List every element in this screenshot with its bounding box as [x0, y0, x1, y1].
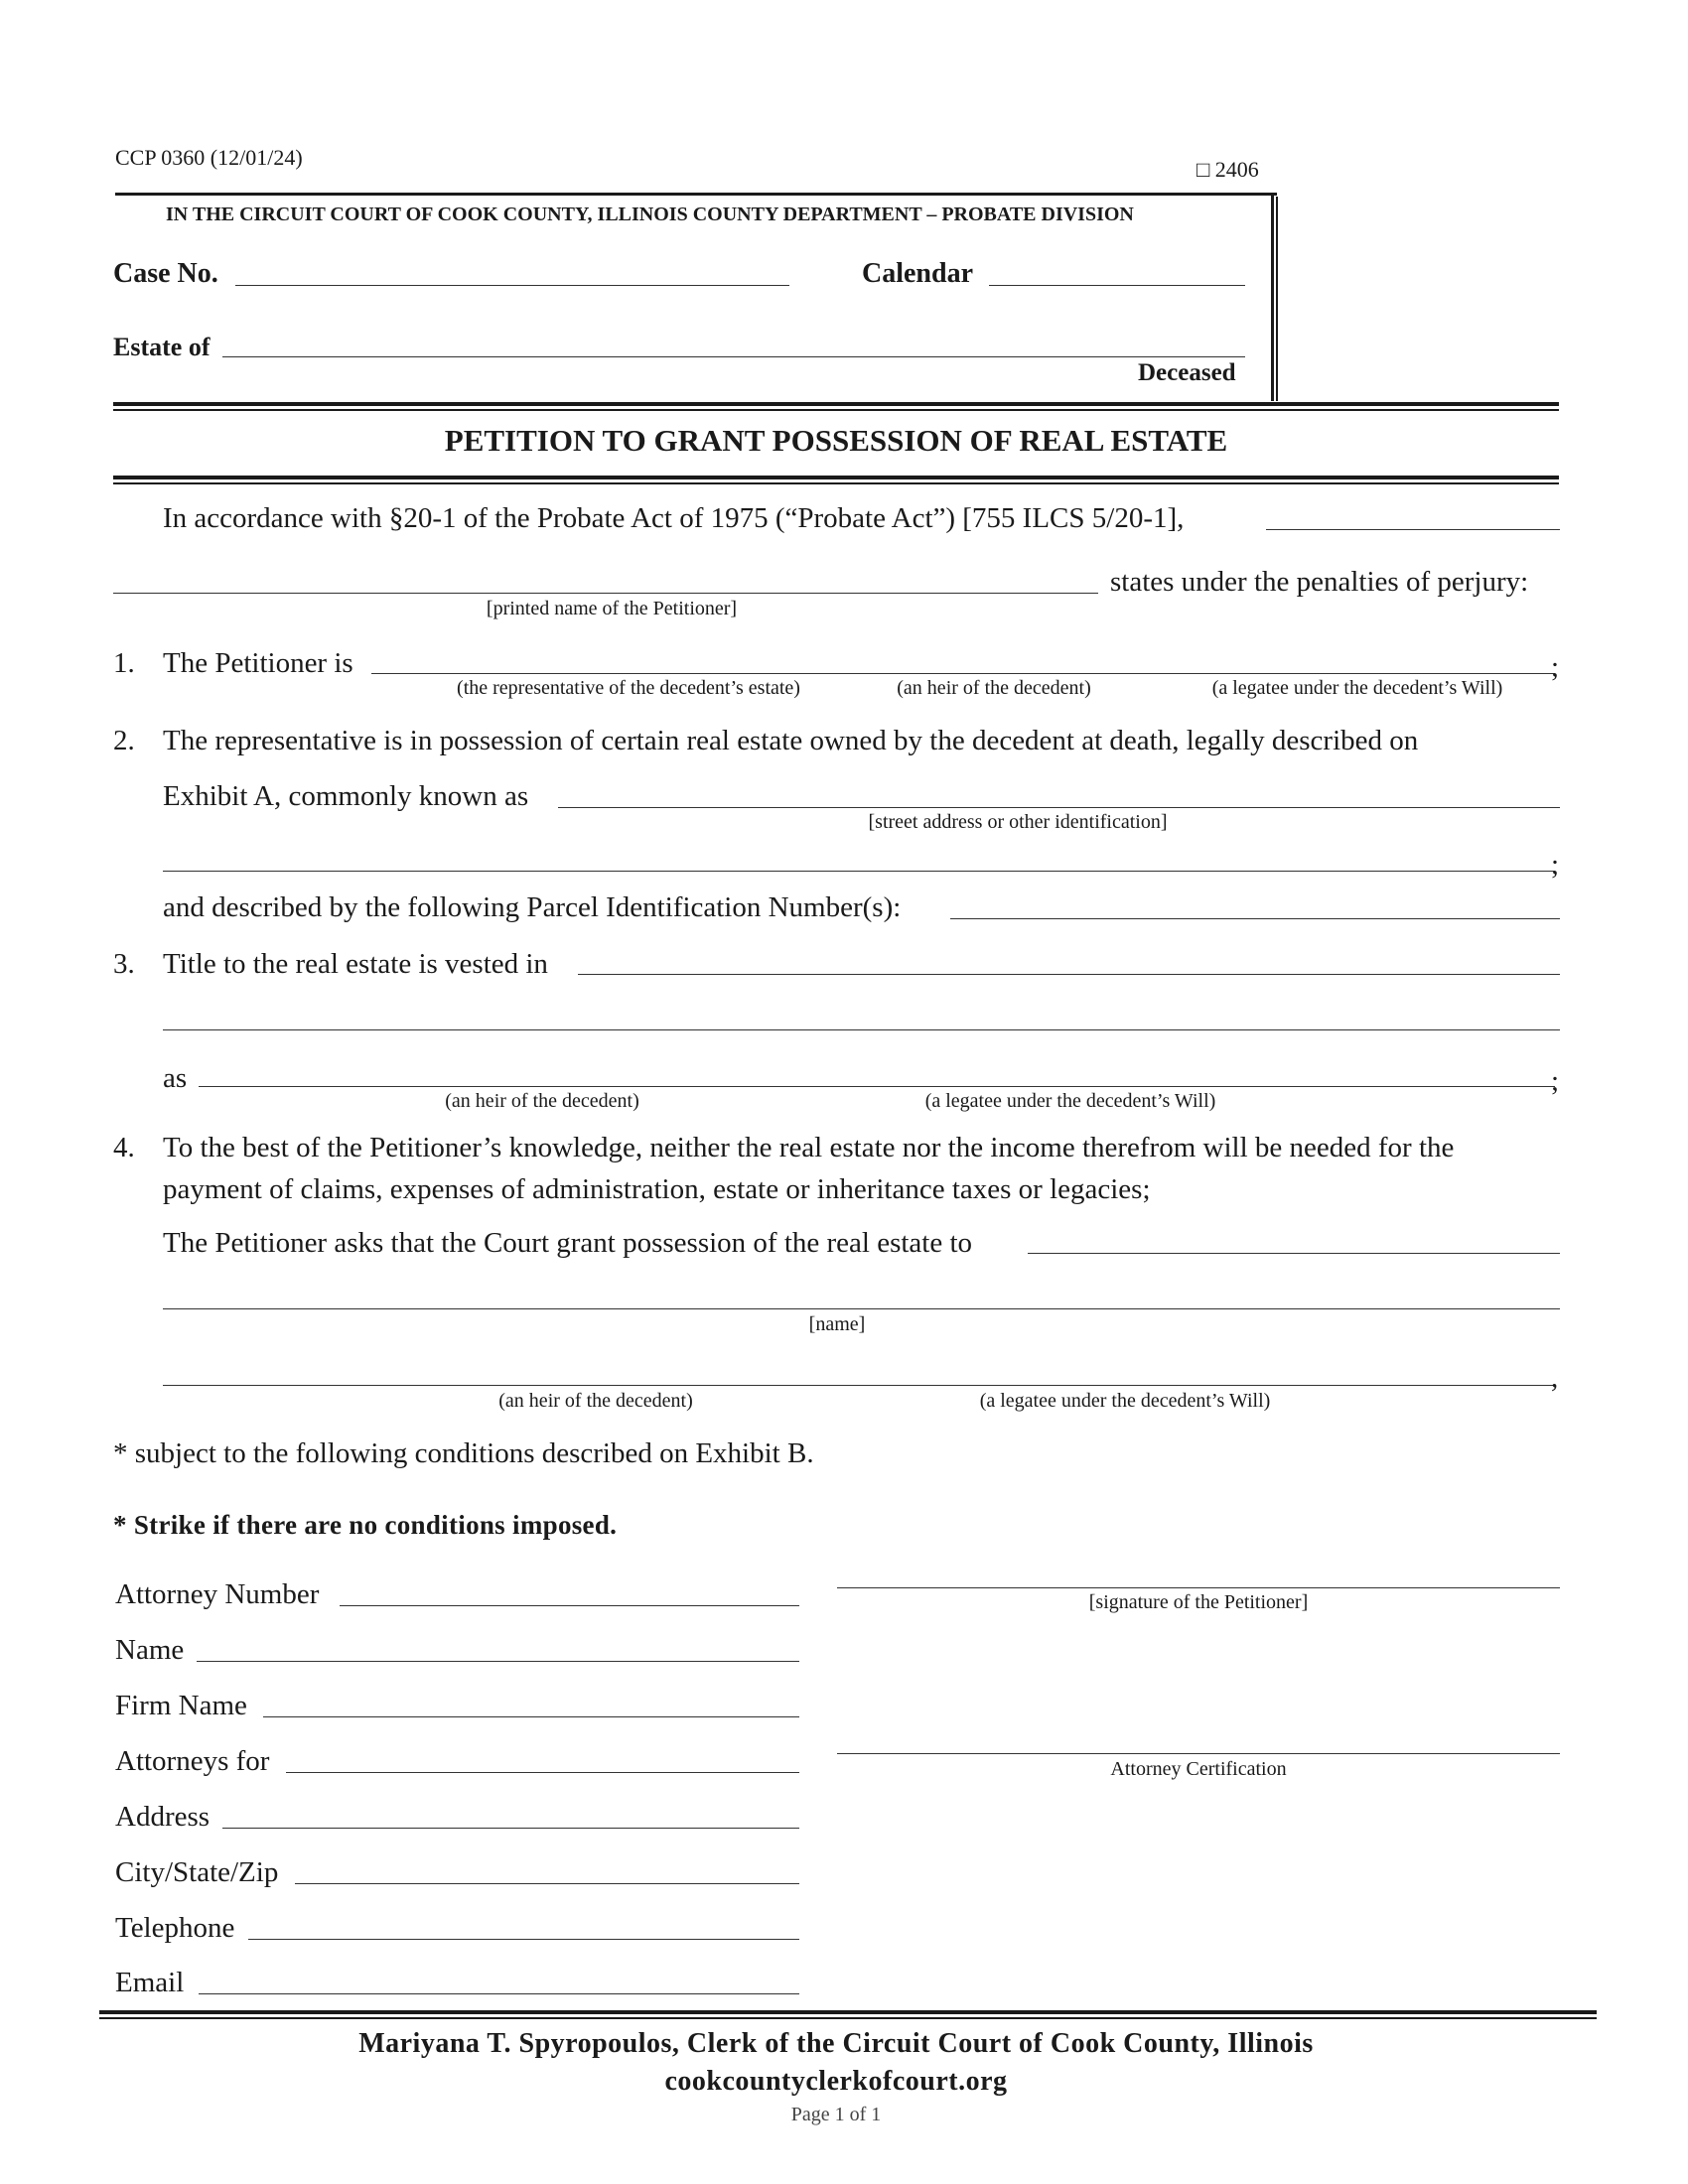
- item1-option-heir: (an heir of the decedent): [897, 677, 1091, 699]
- item3-number: 3.: [113, 948, 135, 980]
- perjury-text: states under the penalties of perjury:: [1110, 566, 1529, 598]
- grantee-field[interactable]: [1028, 1253, 1560, 1254]
- telephone-field[interactable]: [248, 1939, 799, 1940]
- item1-number: 1.: [113, 647, 135, 679]
- name-caption: [name]: [808, 1313, 866, 1335]
- item1-option-legatee: (a legatee under the decedent’s Will): [1211, 677, 1503, 699]
- calendar-field[interactable]: [989, 285, 1245, 286]
- pin-field[interactable]: [950, 918, 1560, 919]
- footer-website[interactable]: cookcountyclerkofcourt.org: [664, 2066, 1008, 2097]
- title-vested-field-2[interactable]: [163, 1029, 1560, 1030]
- petitioner-signature-field[interactable]: [837, 1587, 1560, 1588]
- case-no-label: Case No.: [113, 258, 218, 289]
- rule-footer-thick: [99, 2010, 1597, 2014]
- attorneys-for-label: Attorneys for: [115, 1745, 270, 1777]
- petitioner-role-field[interactable]: [371, 673, 1555, 674]
- attorney-certification-caption: Attorney Certification: [1110, 1758, 1287, 1780]
- name-label: Name: [115, 1634, 185, 1666]
- item2-end: ;: [1551, 849, 1560, 881]
- item2-number: 2.: [113, 725, 135, 756]
- attorney-number-field[interactable]: [340, 1605, 799, 1606]
- city-state-zip-label: City/State/Zip: [115, 1856, 279, 1888]
- estate-of-field[interactable]: [222, 356, 1245, 357]
- intro-field[interactable]: [1266, 529, 1560, 530]
- address-label: Address: [115, 1801, 211, 1833]
- item4-option-legatee: (a legatee under the decedent’s Will): [979, 1390, 1271, 1412]
- ask-text: The Petitioner asks that the Court grant possession of the real estate to: [163, 1227, 973, 1259]
- header-box-top: [115, 193, 1277, 196]
- title-vested-field[interactable]: [578, 974, 1560, 975]
- address-caption: [street address or other identification]: [868, 811, 1168, 833]
- email-field[interactable]: [199, 1993, 799, 1994]
- rule-top-thin: [113, 409, 1559, 411]
- telephone-label: Telephone: [115, 1912, 235, 1944]
- rule-footer-thin: [99, 2017, 1597, 2019]
- court-heading: IN THE CIRCUIT COURT OF COOK COUNTY, ILLINOIS COUNTY DEPARTMENT – PROBATE DIVISION: [166, 204, 1134, 225]
- item4-option-heir: (an heir of the decedent): [498, 1390, 693, 1412]
- item2-line2: Exhibit A, commonly known as: [163, 780, 529, 812]
- item1-end: ;: [1551, 651, 1560, 683]
- attorneys-for-field[interactable]: [286, 1772, 799, 1773]
- petitioner-name-caption: [printed name of the Petitioner]: [486, 598, 738, 619]
- firm-name-field[interactable]: [263, 1716, 799, 1717]
- case-no-field[interactable]: [235, 285, 789, 286]
- petitioner-signature-caption: [signature of the Petitioner]: [1088, 1591, 1309, 1613]
- footer-clerk: Mariyana T. Spyropoulos, Clerk of the Circuit Court of Cook County, Illinois: [358, 2028, 1314, 2059]
- intro-text: In accordance with §20-1 of the Probate Act of 1975 (“Probate Act”) [755 ILCS 5/20-1],: [163, 502, 1185, 534]
- name-field[interactable]: [197, 1661, 799, 1662]
- email-label: Email: [115, 1967, 185, 1998]
- rule-title-thick: [113, 476, 1559, 479]
- calendar-label: Calendar: [862, 258, 973, 289]
- item3-option-heir: (an heir of the decedent): [445, 1090, 639, 1112]
- page-title: PETITION TO GRANT POSSESSION OF REAL ESTATE: [444, 423, 1228, 458]
- city-state-zip-field[interactable]: [295, 1883, 799, 1884]
- grantee-name-field[interactable]: [163, 1308, 1560, 1309]
- item3-option-legatee: (a legatee under the decedent’s Will): [924, 1090, 1216, 1112]
- address-field-2[interactable]: [163, 871, 1555, 872]
- conditions-text: * subject to the following conditions described on Exhibit B.: [113, 1437, 814, 1469]
- petitioner-name-field[interactable]: [113, 593, 1098, 594]
- firm-name-label: Firm Name: [115, 1690, 247, 1721]
- item1-option-representative: (the representative of the decedent’s estate): [457, 677, 800, 699]
- form-code: CCP 0360 (12/01/24): [115, 145, 303, 170]
- as-label: as: [163, 1062, 188, 1094]
- grantee-role-field[interactable]: [163, 1385, 1555, 1386]
- item3-text: Title to the real estate is vested in: [163, 948, 548, 980]
- page-number: Page 1 of 1: [790, 2104, 882, 2125]
- item4-line2: payment of claims, expenses of administration, estate or inheritance taxes or legacies;: [163, 1173, 1151, 1205]
- item3-end: ;: [1551, 1065, 1560, 1097]
- vested-as-field[interactable]: [199, 1086, 1555, 1087]
- address-input-field[interactable]: [222, 1828, 799, 1829]
- strike-note: * Strike if there are no conditions imposed.: [113, 1510, 618, 1540]
- header-box-right: [1271, 193, 1274, 401]
- item4-number: 4.: [113, 1132, 135, 1163]
- rule-title-thin: [113, 482, 1559, 484]
- item1-text: The Petitioner is: [163, 647, 353, 679]
- attorney-number-label: Attorney Number: [115, 1578, 320, 1610]
- rule-top-thick: [113, 402, 1559, 406]
- deceased-label: Deceased: [1138, 359, 1236, 386]
- item4-end: ,: [1551, 1362, 1559, 1394]
- header-box-right-shadow: [1276, 197, 1278, 401]
- code-box-label: □ 2406: [1196, 157, 1259, 182]
- item4-line1: To the best of the Petitioner’s knowledge, neither the real estate nor the income therefrom will be needed for the: [163, 1132, 1455, 1163]
- address-field[interactable]: [558, 807, 1560, 808]
- pin-text: and described by the following Parcel Identification Number(s):: [163, 891, 902, 923]
- estate-of-label: Estate of: [113, 333, 211, 361]
- attorney-certification-field[interactable]: [837, 1753, 1560, 1754]
- item2-line1: The representative is in possession of certain real estate owned by the decedent at death, legally described on: [163, 725, 1419, 756]
